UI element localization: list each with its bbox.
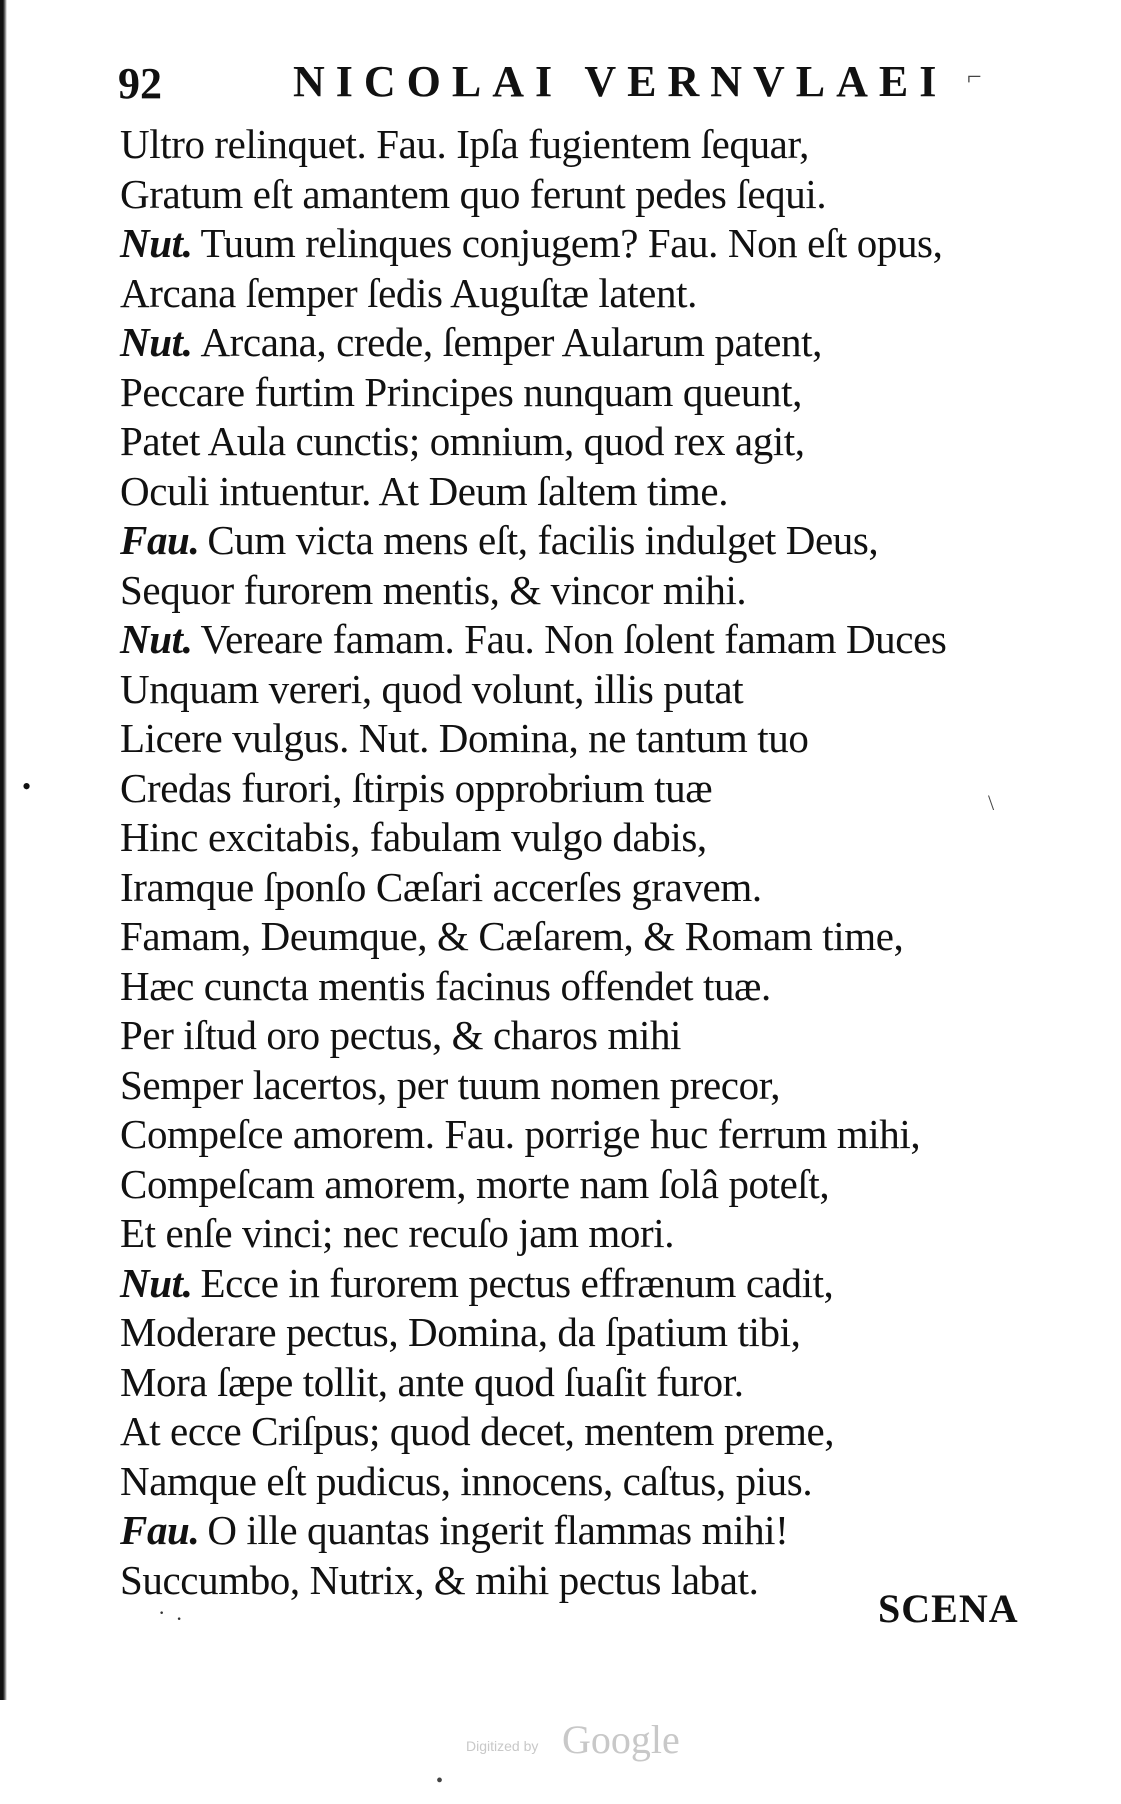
verse-line <box>120 912 1040 962</box>
verse-text: Per iſtud oro pectus, & charos mihi <box>120 1012 682 1058</box>
verse-text: Sequor furorem mentis, & vincor mihi. <box>120 566 747 613</box>
verse-text: At ecce Criſpus; quod decet, mentem preme, <box>120 1408 835 1454</box>
verse-text: Cum victa mens eſt, facilis indulget Deus, <box>207 517 879 563</box>
verse-text: Ecce in furorem pectus effrænum cadit, <box>200 1259 834 1306</box>
verse-text: Arcana ſemper ſedis Auguſtæ latent. <box>120 269 697 316</box>
verse-line <box>120 467 1040 517</box>
verse-line <box>120 1457 1040 1507</box>
verse-text: Gratum eſt amantem quo ferunt pedes ſequi. <box>120 170 827 217</box>
verse-line <box>120 1506 1040 1556</box>
verse-line <box>120 516 1040 566</box>
verse-line <box>120 368 1040 418</box>
verse-line <box>120 1308 1040 1358</box>
verse-text: Succumbo, Nutrix, & mihi pectus labat. <box>120 1556 759 1603</box>
verse-text: Patet Aula cunctis; omnium, quod rex agit, <box>120 418 805 464</box>
verse-text: Mora ſæpe tollit, ante quod ſuaſit furor. <box>120 1358 744 1405</box>
verse-line <box>120 615 1040 665</box>
verse-text: Semper lacertos, per tuum nomen precor, <box>120 1061 781 1108</box>
verse-text: Oculi intuentur. At Deum ſaltem time. <box>120 467 729 514</box>
verse-line <box>120 1358 1040 1408</box>
speaker-label: Nut. <box>120 616 193 662</box>
running-head <box>118 52 948 112</box>
verse-line <box>120 1110 1040 1160</box>
verse-line <box>120 566 1040 616</box>
verse-text: O ille quantas ingerit flammas mihi! <box>207 1507 789 1553</box>
speaker-label: Fau. <box>120 517 200 563</box>
verse-line <box>120 714 1040 764</box>
verse-text: Ultro relinquet. Fau. Ipſa fugientem ſequar, <box>120 121 809 167</box>
verse-line <box>120 269 1040 319</box>
verse-line <box>120 219 1040 269</box>
verse-line <box>120 1209 1040 1259</box>
speaker-label: Nut. <box>120 319 193 365</box>
watermark-prefix: Digitized by <box>466 1738 539 1754</box>
verse-line <box>120 120 1040 170</box>
verse-line <box>120 1259 1040 1309</box>
verse-text: Unquam vereri, quod volunt, illis putat <box>120 665 744 712</box>
digitization-watermark <box>466 1716 706 1764</box>
verse-block <box>120 120 1040 1605</box>
verse-text: Hinc excitabis, fabulam vulgo dabis, <box>120 814 707 860</box>
verse-text: Peccare furtim Principes nunquam queunt, <box>120 368 802 415</box>
verse-line <box>120 962 1040 1012</box>
verse-line <box>120 318 1040 368</box>
verse-text: Licere vulgus. Nut. Domina, ne tantum tuo <box>120 715 809 761</box>
verse-line <box>120 764 1040 814</box>
page-number: 92 <box>118 59 162 108</box>
speaker-label: Fau. <box>120 1507 200 1553</box>
verse-line <box>120 1160 1040 1210</box>
verse-text: Credas furori, ſtirpis opprobrium tuæ <box>120 764 713 811</box>
verse-text: Iramque ſponſo Cæſari accerſes gravem. <box>120 863 762 910</box>
speaker-label: Nut. <box>120 220 193 266</box>
verse-text: Hæc cuncta mentis facinus offendet tuæ. <box>120 962 771 1009</box>
verse-text: Vereare famam. Fau. Non ſolent famam Duces <box>200 616 947 662</box>
verse-line <box>120 813 1040 863</box>
verse-text: Et enſe vinci; nec recuſo jam mori. <box>120 1210 675 1256</box>
verse-line <box>120 170 1040 220</box>
margin-mark: · . <box>158 1600 182 1625</box>
verse-text: Arcana, crede, ſemper Aularum patent, <box>200 319 822 365</box>
verse-text: Tuum relinques conjugem? Fau. Non eſt opus, <box>200 220 943 266</box>
verse-line <box>120 1061 1040 1111</box>
speaker-label: Nut. <box>120 1259 193 1306</box>
watermark-brand: Google <box>562 1717 680 1762</box>
margin-mark: \ <box>988 790 995 815</box>
running-head-title: NICOLAI VERNVLAEI <box>293 57 948 106</box>
catchword: SCENA <box>878 1586 1019 1631</box>
verse-text: Famam, Deumque, & Cæſarem, & Romam time, <box>120 913 904 959</box>
verse-line <box>120 863 1040 913</box>
verse-line <box>120 665 1040 715</box>
verse-line <box>120 417 1040 467</box>
verse-text: Moderare pectus, Domina, da ſpatium tibi, <box>120 1309 801 1355</box>
corner-mark: ⌐ <box>967 62 982 91</box>
verse-line <box>120 1407 1040 1457</box>
verse-text: Namque eſt pudicus, innocens, caſtus, pius. <box>120 1457 813 1504</box>
verse-text: Compeſce amorem. Fau. porrige huc ferrum mihi, <box>120 1111 921 1157</box>
margin-mark: • <box>22 772 32 801</box>
verse-line <box>120 1011 1040 1061</box>
margin-mark: • <box>436 1770 444 1792</box>
verse-text: Compeſcam amorem, morte nam ſolâ poteſt, <box>120 1160 830 1207</box>
page-binding-edge <box>0 0 7 1700</box>
